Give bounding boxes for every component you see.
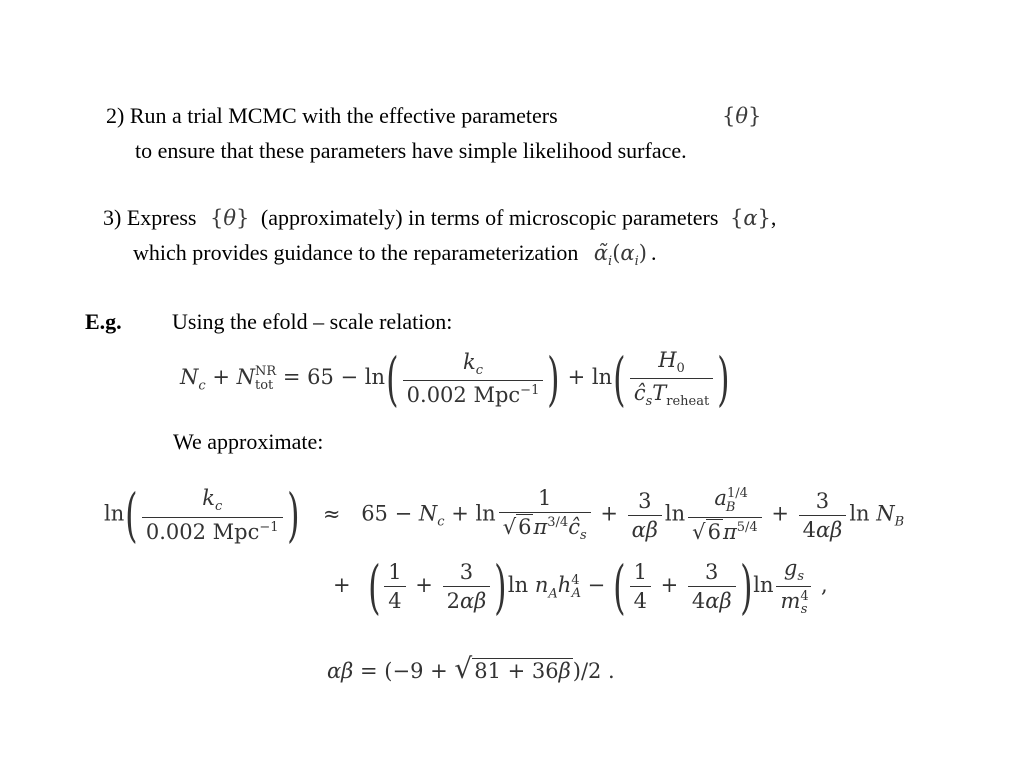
theta-set-math: {θ}	[722, 104, 762, 128]
approx-intro: We approximate:	[173, 429, 324, 454]
theta-set-math: {θ}	[209, 206, 250, 230]
item-2-line-2: to ensure that these parameters have simple likelihood surface.	[135, 138, 687, 163]
approx-equation-line-1: ln( $\frac{k_c}{0.002 Mpc^{-1}}$ ) ≈ $65 - N_c + \ln$ $\frac{1}{√6\pi^{3/4}ĉ_s}$ + $\frac{3}{\alpha\beta}$ ln $\frac{a^{1/4}_B}{√6\pi^{5/4}}$ + $\frac{3}{4\alpha\beta}$ $\ln N_B$	[104, 481, 905, 549]
item-3-middle: (approximately) in terms of microscopic parameters	[260, 205, 719, 230]
item-2-text: 2) Run a trial MCMC with the effective parameters	[106, 103, 558, 128]
item-3-prefix: 3) Express	[103, 205, 197, 230]
item-3-line-2	[133, 240, 656, 275]
item-3-period: .	[650, 240, 657, 265]
item-3-comma: ,	[770, 205, 777, 230]
item-2-line-1	[106, 103, 558, 129]
example-label: E.g.	[85, 309, 122, 334]
efold-equation: $N_c + N$ NR tot = 65 − ln( $\frac{k_c}{0.002 Mpc^{-1}}$ ) + ln( $\frac{H_0}{ĉ_sT_{reheat}}$ )	[180, 344, 730, 413]
alpha-set-math: {α}	[729, 206, 771, 230]
example-intro: Using the efold – scale relation:	[172, 309, 453, 334]
reparam-math: $\alphã_i(\alpha_i)$	[593, 241, 647, 270]
approx-equation-line-2: + ( $\frac{1}{4}$ + $\frac{3}{2\alpha\beta}$ )ln $n_Ah^4_A$ − ( $\frac{1}{4}$ + $\frac{3}{4\alpha\beta}$ )ln $\frac{g_s}{m^4_s}$ ,	[333, 552, 828, 621]
item-3-line-1	[103, 205, 776, 231]
alpha-beta-equation: αβ = (−9 + √81 + 36β)/2 .	[327, 652, 615, 685]
item-3-line-2-text: which provides guidance to the reparameterization	[133, 240, 579, 265]
